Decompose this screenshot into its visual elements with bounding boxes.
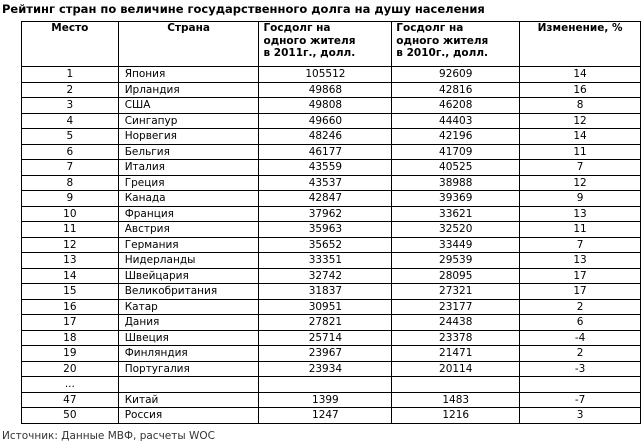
table-row [22,392,641,408]
cell-place: 7 [22,160,119,176]
cell-debt-2010: 24438 [392,315,520,331]
cell-country: Греция [118,175,259,191]
table-row [22,315,641,331]
cell-place: ... [22,377,119,393]
table-row [22,98,641,114]
cell-debt-2011: 1247 [259,408,392,424]
table-row [22,330,641,346]
cell-place: 3 [22,98,119,114]
cell-change: 17 [520,268,641,284]
cell-debt-2010: 21471 [392,346,520,362]
cell-debt-2010: 39369 [392,191,520,207]
cell-place: 5 [22,129,119,145]
cell-place: 16 [22,299,119,315]
cell-debt-2010: 42196 [392,129,520,145]
cell-country: Франция [118,206,259,222]
cell-debt-2011: 31837 [259,284,392,300]
cell-country: Австрия [118,222,259,238]
cell-country: Германия [118,237,259,253]
header-debt-2011 [259,22,392,67]
cell-place: 19 [22,346,119,362]
cell-change: 11 [520,144,641,160]
cell-debt-2010: 1216 [392,408,520,424]
cell-debt-2011: 1399 [259,392,392,408]
table-row [22,346,641,362]
table-row [22,67,641,83]
cell-place: 8 [22,175,119,191]
cell-change: 16 [520,82,641,98]
cell-country: Ирландия [118,82,259,98]
cell-country: Италия [118,160,259,176]
cell-debt-2010: 40525 [392,160,520,176]
cell-change: 12 [520,175,641,191]
cell-change: 14 [520,129,641,145]
cell-change: 6 [520,315,641,331]
cell-debt-2010 [392,377,520,393]
table-row [22,237,641,253]
cell-debt-2010: 46208 [392,98,520,114]
cell-debt-2010: 28095 [392,268,520,284]
cell-country: Китай [118,392,259,408]
cell-country: Швейцария [118,268,259,284]
cell-debt-2011: 37962 [259,206,392,222]
cell-country: США [118,98,259,114]
cell-place: 12 [22,237,119,253]
cell-country: Катар [118,299,259,315]
cell-change: 13 [520,206,641,222]
cell-country: Великобритания [118,284,259,300]
table-body [22,67,641,424]
cell-debt-2011: 30951 [259,299,392,315]
cell-debt-2011: 23967 [259,346,392,362]
table-row [22,160,641,176]
cell-place: 15 [22,284,119,300]
table-row [22,222,641,238]
cell-place: 1 [22,67,119,83]
cell-debt-2011: 49868 [259,82,392,98]
cell-debt-2011: 43537 [259,175,392,191]
cell-debt-2011: 35652 [259,237,392,253]
table-header-row [22,22,641,67]
cell-place: 17 [22,315,119,331]
cell-debt-2010: 27321 [392,284,520,300]
cell-change: 11 [520,222,641,238]
cell-debt-2011: 42847 [259,191,392,207]
cell-change: -7 [520,392,641,408]
cell-country [118,377,259,393]
table-row [22,253,641,269]
table-row [22,144,641,160]
cell-country: Бельгия [118,144,259,160]
header-country: Страна [118,22,259,67]
cell-country: Россия [118,408,259,424]
cell-debt-2010: 42816 [392,82,520,98]
cell-country: Дания [118,315,259,331]
cell-change: -4 [520,330,641,346]
cell-country: Нидерланды [118,253,259,269]
header-debt-2011-line-2: одного жителя [263,34,356,47]
cell-debt-2011 [259,377,392,393]
cell-debt-2010: 23177 [392,299,520,315]
cell-change: 12 [520,113,641,129]
cell-country: Швеция [118,330,259,346]
cell-place: 14 [22,268,119,284]
cell-debt-2011: 43559 [259,160,392,176]
cell-debt-2010: 20114 [392,361,520,377]
table-row [22,206,641,222]
cell-debt-2010: 23378 [392,330,520,346]
header-debt-2010-line-1: Госдолг на [396,22,464,34]
cell-change: 2 [520,346,641,362]
cell-debt-2011: 105512 [259,67,392,83]
cell-place: 2 [22,82,119,98]
table-row [22,191,641,207]
header-debt-2010-line-2: одного жителя [396,34,489,47]
table-row [22,377,641,393]
cell-country: Норвегия [118,129,259,145]
table-row [22,113,641,129]
cell-debt-2011: 48246 [259,129,392,145]
cell-change: 7 [520,160,641,176]
cell-place: 20 [22,361,119,377]
cell-debt-2010: 33449 [392,237,520,253]
cell-place: 11 [22,222,119,238]
cell-place: 10 [22,206,119,222]
header-change: Изменение, % [520,22,641,67]
cell-change: 2 [520,299,641,315]
cell-debt-2011: 25714 [259,330,392,346]
cell-country: Финляндия [118,346,259,362]
table-row [22,175,641,191]
cell-place: 4 [22,113,119,129]
table-row [22,268,641,284]
cell-debt-2011: 23934 [259,361,392,377]
cell-change: 3 [520,408,641,424]
cell-debt-2011: 27821 [259,315,392,331]
cell-change: 7 [520,237,641,253]
table-row [22,129,641,145]
table-row [22,82,641,98]
cell-country: Сингапур [118,113,259,129]
cell-country: Канада [118,191,259,207]
cell-debt-2010: 38988 [392,175,520,191]
header-debt-2011-line-3: в 2011г., долл. [263,47,356,59]
cell-country: Япония [118,67,259,83]
cell-change: 8 [520,98,641,114]
cell-change: 9 [520,191,641,207]
cell-country: Португалия [118,361,259,377]
cell-debt-2011: 46177 [259,144,392,160]
cell-debt-2011: 32742 [259,268,392,284]
cell-change: 17 [520,284,641,300]
cell-debt-2010: 29539 [392,253,520,269]
cell-place: 47 [22,392,119,408]
cell-debt-2011: 49660 [259,113,392,129]
cell-debt-2010: 41709 [392,144,520,160]
page-title: Рейтинг стран по величине государственного долга на душу населения [2,2,485,16]
cell-debt-2010: 92609 [392,67,520,83]
table-row [22,299,641,315]
cell-place: 9 [22,191,119,207]
cell-debt-2011: 33351 [259,253,392,269]
cell-change: 13 [520,253,641,269]
table-row [22,284,641,300]
cell-place: 13 [22,253,119,269]
debt-table-container [21,21,641,424]
debt-table [21,21,641,424]
cell-debt-2010: 33621 [392,206,520,222]
cell-place: 50 [22,408,119,424]
source-note: Источник: Данные МВФ, расчеты WOC [2,430,215,442]
header-debt-2010 [392,22,520,67]
cell-debt-2010: 1483 [392,392,520,408]
cell-change: -3 [520,361,641,377]
cell-debt-2010: 44403 [392,113,520,129]
table-row [22,361,641,377]
cell-place: 6 [22,144,119,160]
cell-change: 14 [520,67,641,83]
cell-debt-2011: 49808 [259,98,392,114]
header-debt-2011-line-1: Госдолг на [263,22,331,34]
cell-debt-2010: 32520 [392,222,520,238]
cell-change [520,377,641,393]
cell-place: 18 [22,330,119,346]
cell-debt-2011: 35963 [259,222,392,238]
header-place: Место [22,22,119,67]
table-row [22,408,641,424]
header-debt-2010-line-3: в 2010г., долл. [396,47,489,59]
